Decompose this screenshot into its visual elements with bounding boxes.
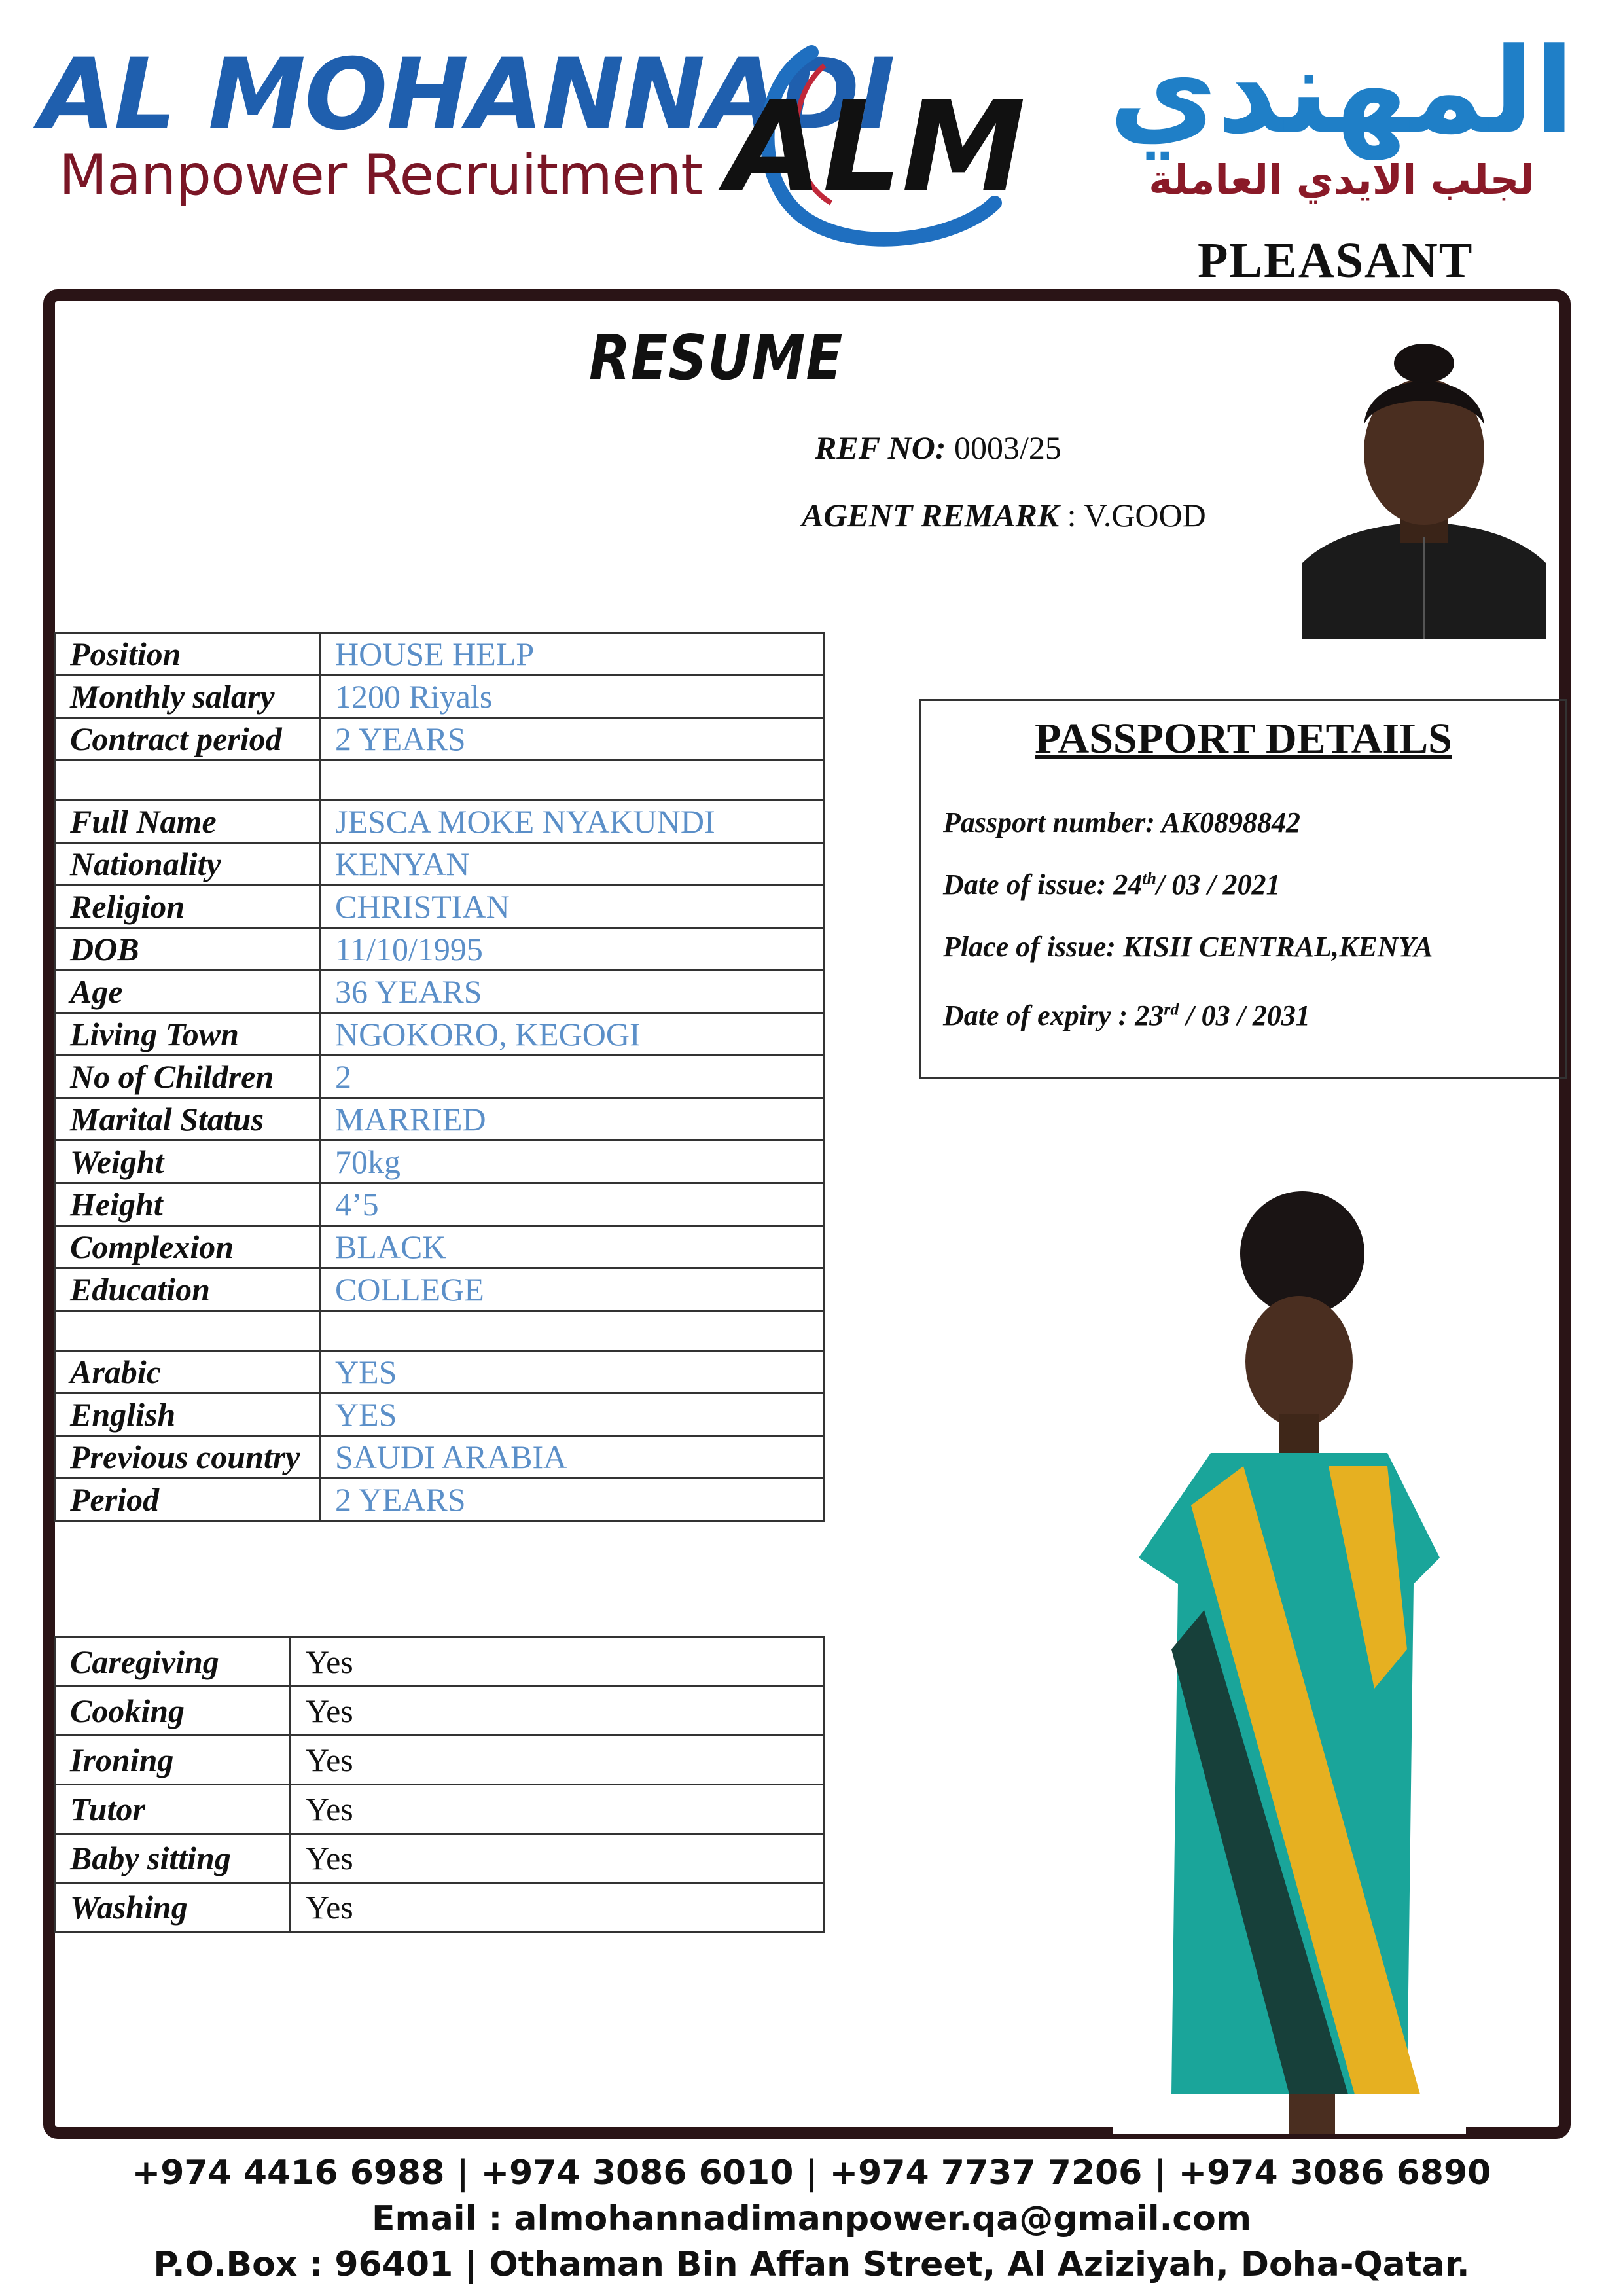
- detail-row-value: SAUDI ARABIA: [320, 1436, 824, 1479]
- detail-row-label: English: [55, 1393, 320, 1436]
- detail-row: [55, 633, 824, 675]
- detail-row: [55, 1013, 824, 1056]
- detail-row-value: BLACK: [320, 1226, 824, 1268]
- skill-row-label: Ironing: [55, 1736, 291, 1785]
- skill-row: [55, 1638, 824, 1687]
- detail-row-label: Monthly salary: [55, 675, 320, 718]
- passport-number: Passport number: AK0898842: [943, 806, 1301, 838]
- skill-row-label: Cooking: [55, 1687, 291, 1736]
- skill-row: [55, 1785, 824, 1834]
- brand-subtitle: Manpower Recruitment: [59, 143, 703, 208]
- detail-row: [55, 1436, 824, 1479]
- ref-number: [815, 429, 1061, 467]
- footer-address: P.O.Box : 96401 | Othaman Bin Affan Street, Al Aziziyah, Doha-Qatar.: [153, 2245, 1470, 2284]
- detail-row-label: Height: [55, 1183, 320, 1226]
- detail-row-value: HOUSE HELP: [320, 633, 824, 675]
- alm-logo: [713, 26, 1054, 262]
- detail-row-label: Full Name: [55, 800, 320, 843]
- brand-arabic-name: المهندي: [1109, 23, 1575, 160]
- remark-label: AGENT REMARK: [802, 497, 1060, 533]
- detail-row-value: NGOKORO, KEGOGI: [320, 1013, 824, 1056]
- detail-row: [55, 1056, 824, 1098]
- detail-row-value: JESCA MOKE NYAKUNDI: [320, 800, 824, 843]
- detail-row-label: Weight: [55, 1141, 320, 1183]
- detail-row: [55, 843, 824, 886]
- detail-row-label: Marital Status: [55, 1098, 320, 1141]
- detail-row-value: [320, 1311, 824, 1351]
- detail-row-label: [55, 761, 320, 800]
- skill-row-label: Caregiving: [55, 1638, 291, 1687]
- detail-row-value: CHRISTIAN: [320, 886, 824, 928]
- agent-remark: [802, 496, 1206, 534]
- detail-row: [55, 1226, 824, 1268]
- skill-row: [55, 1687, 824, 1736]
- detail-row-value: 4’5: [320, 1183, 824, 1226]
- passport-details-box: [919, 699, 1567, 1079]
- skill-row-value: Yes: [291, 1736, 824, 1785]
- detail-row-label: Nationality: [55, 843, 320, 886]
- detail-row-label: Position: [55, 633, 320, 675]
- candidate-nickname: PLEASANT: [1198, 233, 1474, 288]
- detail-row: [55, 718, 824, 761]
- detail-row-value: YES: [320, 1393, 824, 1436]
- skill-row-value: Yes: [291, 1785, 824, 1834]
- detail-row-label: Period: [55, 1479, 320, 1521]
- detail-row: [55, 675, 824, 718]
- footer-email: Email : almohannadimanpower.qa@gmail.com: [371, 2199, 1252, 2238]
- passport-issue-place: Place of issue: KISII CENTRAL,KENYA: [943, 931, 1433, 963]
- detail-row-value: YES: [320, 1351, 824, 1393]
- skill-row-value: Yes: [291, 1638, 824, 1687]
- detail-row-label: Contract period: [55, 718, 320, 761]
- detail-row: [55, 1351, 824, 1393]
- detail-row-label: Living Town: [55, 1013, 320, 1056]
- resume-title: RESUME: [589, 322, 844, 395]
- detail-row-label: Previous country: [55, 1436, 320, 1479]
- detail-row-value: 36 YEARS: [320, 971, 824, 1013]
- detail-row-label: Complexion: [55, 1226, 320, 1268]
- detail-row-label: No of Children: [55, 1056, 320, 1098]
- skill-row: [55, 1883, 824, 1932]
- skill-row: [55, 1736, 824, 1785]
- detail-row-label: Arabic: [55, 1351, 320, 1393]
- detail-row-value: 70kg: [320, 1141, 824, 1183]
- detail-row: [55, 1183, 824, 1226]
- detail-row-label: DOB: [55, 928, 320, 971]
- detail-row-label: Age: [55, 971, 320, 1013]
- detail-row-label: Education: [55, 1268, 320, 1311]
- passport-title: PASSPORT DETAILS: [1035, 715, 1452, 762]
- detail-row: [55, 1268, 824, 1311]
- candidate-headshot: [1302, 340, 1546, 639]
- detail-row-value: MARRIED: [320, 1098, 824, 1141]
- skill-row: [55, 1834, 824, 1883]
- candidate-full-photo: [1113, 1191, 1466, 2134]
- skill-row-label: Washing: [55, 1883, 291, 1932]
- brand-name: AL MOHANNADI: [39, 38, 894, 152]
- ref-value: 0003/25: [954, 429, 1061, 466]
- logo-text: ALM: [726, 75, 1026, 219]
- personal-details-table: [54, 632, 825, 1522]
- detail-row: [55, 1393, 824, 1436]
- detail-row: [55, 1098, 824, 1141]
- skill-row-value: Yes: [291, 1883, 824, 1932]
- detail-row: [55, 1311, 824, 1351]
- brand-arabic: [1073, 23, 1610, 204]
- detail-row: [55, 886, 824, 928]
- detail-row: [55, 1141, 824, 1183]
- skills-table: [54, 1636, 825, 1933]
- skill-row-value: Yes: [291, 1687, 824, 1736]
- detail-row-value: 1200 Riyals: [320, 675, 824, 718]
- contact-footer: [0, 2150, 1623, 2287]
- detail-row-value: 2: [320, 1056, 824, 1098]
- detail-row-label: [55, 1311, 320, 1351]
- detail-row: [55, 928, 824, 971]
- detail-row: [55, 761, 824, 800]
- detail-row: [55, 971, 824, 1013]
- detail-row-value: [320, 761, 824, 800]
- remark-value: : V.GOOD: [1067, 497, 1206, 533]
- detail-row: [55, 1479, 824, 1521]
- skill-row-label: Tutor: [55, 1785, 291, 1834]
- detail-row-value: COLLEGE: [320, 1268, 824, 1311]
- passport-expiry-date: Date of expiry : 23rd / 03 / 2031: [943, 999, 1310, 1031]
- detail-row-value: 2 YEARS: [320, 718, 824, 761]
- brand-english: [39, 38, 894, 208]
- detail-row-label: Religion: [55, 886, 320, 928]
- footer-phones: +974 4416 6988 | +974 3086 6010 | +974 7737 7206 | +974 3086 6890: [132, 2153, 1491, 2193]
- brand-arabic-subtitle: لجلب الايدي العاملة: [1149, 156, 1535, 204]
- detail-row-value: 2 YEARS: [320, 1479, 824, 1521]
- skill-row-label: Baby sitting: [55, 1834, 291, 1883]
- detail-row: [55, 800, 824, 843]
- detail-row-value: KENYAN: [320, 843, 824, 886]
- detail-row-value: 11/10/1995: [320, 928, 824, 971]
- skill-row-value: Yes: [291, 1834, 824, 1883]
- passport-issue-date: Date of issue: 24th/ 03 / 2021: [943, 869, 1281, 901]
- ref-label: REF NO:: [815, 429, 946, 466]
